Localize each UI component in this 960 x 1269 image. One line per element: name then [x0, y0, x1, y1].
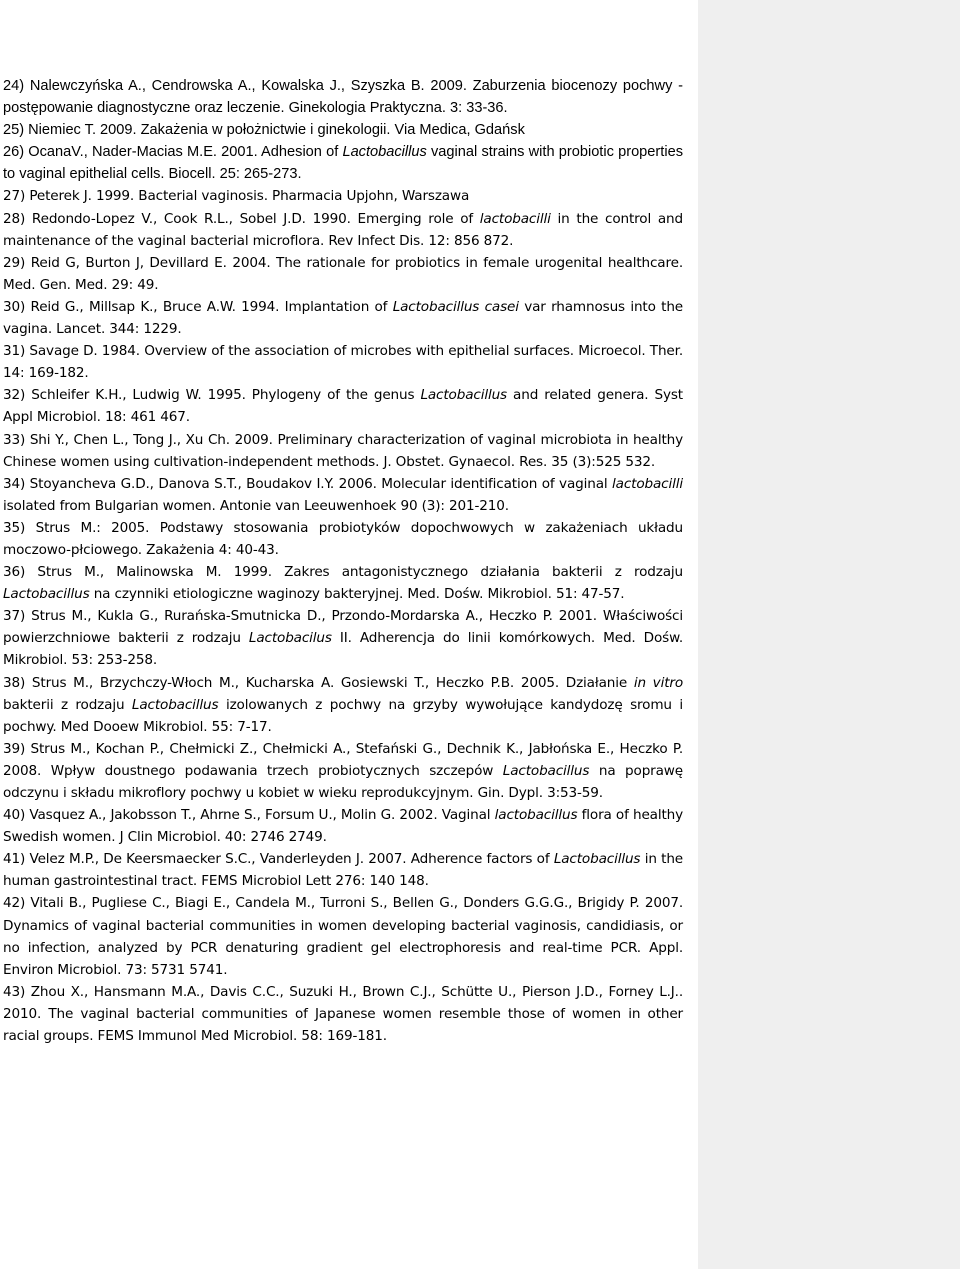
- reference-italic-text: lactobacilli: [479, 210, 551, 227]
- reference-item: [3, 738, 683, 804]
- reference-item: [3, 296, 683, 340]
- reference-item: [3, 804, 683, 848]
- reference-text: bakterii z rodzaju: [3, 696, 132, 713]
- reference-text: 31) Savage D. 1984. Overview of the association of microbes with epithelial surfaces. Microecol. Ther. 14: 169-182.: [3, 343, 683, 382]
- reference-text: 32) Schleifer K.H., Ludwig W. 1995. Phylogeny of the genus: [3, 387, 421, 404]
- reference-italic-text: Lactobacillus: [420, 387, 507, 404]
- reference-item: [3, 185, 683, 207]
- reference-text: isolated from Bulgarian women. Antonie van Leeuwenhoek 90 (3): 201-210.: [3, 497, 509, 514]
- reference-text: 39) Strus M., Kochan P., Chełmicki Z., Chełmicki A., Stefański G., Dechnik K., Jabłońska E., Heczko P. 2008. Wpływ doustnego podawania trzech probiotycznych szczepów: [3, 740, 683, 779]
- reference-text: 40) Vasquez A., Jakobsson T., Ahrne S., Forsum U., Molin G. 2002. Vaginal: [3, 807, 495, 824]
- reference-text: 37) Strus M., Kukla G., Rurańska-Smutnicka D., Przondo-Mordarska A., Heczko P. 2001. Właściwości powierzchniowe bakterii z rodzaju: [3, 608, 683, 647]
- reference-list: [3, 75, 683, 1047]
- reference-text: 38) Strus M., Brzychczy-Włoch M., Kucharska A. Gosiewski T., Heczko P.B. 2005. Działanie: [3, 674, 634, 691]
- reference-italic-text: Lactobacillus: [502, 762, 590, 779]
- comment-margin-panel: [698, 0, 960, 1269]
- reference-text: 42) Vitali B., Pugliese C., Biagi E., Candela M., Turroni S., Bellen G., Donders G.G.G., Brigidy P. 2007. Dynamics of vaginal bacterial communities in women developing bacterial vaginosis, candidiasis, or no infection, analyzed by PCR denaturing gradient gel electrophoresis and real-time PCR. Appl. Environ Microbiol. 73: 5731 5741.: [3, 895, 683, 978]
- reference-italic-text: Lactobacillus: [131, 696, 219, 713]
- reference-item: [3, 429, 683, 473]
- reference-italic-text: Lactobacillus: [3, 586, 90, 603]
- reference-item: [3, 141, 683, 185]
- reference-item: [3, 473, 683, 517]
- reference-item: [3, 384, 683, 428]
- reference-text: 28) Redondo-Lopez V., Cook R.L., Sobel J.D. 1990. Emerging role of: [3, 210, 480, 227]
- reference-item: [3, 75, 683, 119]
- reference-text: 36) Strus M., Malinowska M. 1999. Zakres antagonistycznego działania bakterii z rodzaju: [3, 564, 683, 581]
- reference-text: 24) Nalewczyńska A., Cendrowska A., Kowalska J., Szyszka B. 2009. Zaburzenia biocenozy pochwy - postępowanie diagnostyczne oraz leczenie. Ginekologia Praktyczna. 3: 33-36.: [3, 78, 683, 117]
- reference-text: 35) Strus M.: 2005. Podstawy stosowania probiotyków dopochwowych w zakażeniach układu moczowo-płciowego. Zakażenia 4: 40-43.: [3, 519, 683, 558]
- reference-text: izolowanych z pochwy na grzyby wywołujące kandydozę sromu i pochwy. Med Dooew Mikrobiol. 55: 7-17.: [3, 696, 683, 735]
- reference-text: 25) Niemiec T. 2009. Zakażenia w położnictwie i ginekologii. Via Medica, Gdańsk: [3, 122, 525, 139]
- reference-italic-text: in vitro: [633, 674, 683, 691]
- reference-italic-text: lactobacillus: [494, 807, 578, 824]
- reference-item: [3, 981, 683, 1047]
- reference-item: [3, 672, 683, 738]
- reference-item: [3, 340, 683, 384]
- reference-text: vaginal strains with probiotic properties to vaginal epithelial cells. Biocell. 25: 265-273.: [3, 144, 683, 183]
- reference-item: [3, 208, 683, 252]
- reference-italic-text: Lactobacillus: [553, 851, 641, 868]
- reference-item: [3, 605, 683, 671]
- reference-text: 27) Peterek J. 1999. Bacterial vaginosis. Pharmacia Upjohn, Warszawa: [3, 188, 470, 205]
- reference-text: na poprawę odczynu i składu mikroflory pochwy u kobiet w wieku reprodukcyjnym. Gin. Dypl. 3:53-59.: [3, 762, 683, 801]
- reference-italic-text: Lactobacillus: [342, 144, 427, 161]
- reference-item: [3, 848, 683, 892]
- reference-text: in the human gastrointestinal tract. FEMS Microbiol Lett 276: 140 148.: [3, 851, 683, 890]
- reference-text: 29) Reid G, Burton J, Devillard E. 2004. The rationale for probiotics in female urogenital healthcare. Med. Gen. Med. 29: 49.: [3, 254, 683, 293]
- reference-item: [3, 561, 683, 605]
- reference-text: 26) OcanaV., Nader-Macias M.E. 2001. Adhesion of: [3, 144, 343, 161]
- reference-text: in the control and maintenance of the vaginal bacterial microflora. Rev Infect Dis. 12: 856 872.: [3, 210, 683, 249]
- reference-item: [3, 119, 683, 141]
- reference-text: 34) Stoyancheva G.D., Danova S.T., Boudakov I.Y. 2006. Molecular identification of vaginal: [3, 475, 613, 492]
- reference-text: 43) Zhou X., Hansmann M.A., Davis C.C., Suzuki H., Brown C.J., Schütte U., Pierson J.D., Forney L.J.. 2010. The vaginal bacterial communities of Japanese women resemble those of women in other racial groups. FEMS Immunol Med Microbiol. 58: 169-181.: [3, 983, 683, 1045]
- reference-text: na czynniki etiologiczne waginozy bakteryjnej. Med. Dośw. Mikrobiol. 51: 47-57.: [89, 586, 625, 603]
- reference-item: [3, 252, 683, 296]
- reference-text: 33) Shi Y., Chen L., Tong J., Xu Ch. 2009. Preliminary characterization of vaginal microbiota in healthy Chinese women using cultivation-independent methods. J. Obstet. Gynaecol. Res. 35 (3):525 532.: [3, 431, 683, 470]
- reference-text: var rhamnosus into the vagina. Lancet. 344: 1229.: [3, 298, 683, 338]
- reference-italic-text: Lactobacilus: [248, 630, 332, 647]
- reference-italic-text: lactobacilli: [612, 475, 683, 492]
- reference-text: 41) Velez M.P., De Keersmaecker S.C., Vanderleyden J. 2007. Adherence factors of: [3, 851, 554, 868]
- reference-text: II. Adherencja do linii komórkowych. Med. Dośw. Mikrobiol. 53: 253-258.: [3, 630, 683, 669]
- reference-item: [3, 892, 683, 980]
- reference-item: [3, 517, 683, 561]
- reference-italic-text: Lactobacillus casei: [392, 298, 519, 315]
- reference-text: 30) Reid G., Millsap K., Bruce A.W. 1994. Implantation of: [3, 298, 393, 315]
- reference-text: and related genera. Syst Appl Microbiol. 18: 461 467.: [3, 387, 683, 426]
- reference-text: flora of healthy Swedish women. J Clin Microbiol. 40: 2746 2749.: [3, 807, 683, 846]
